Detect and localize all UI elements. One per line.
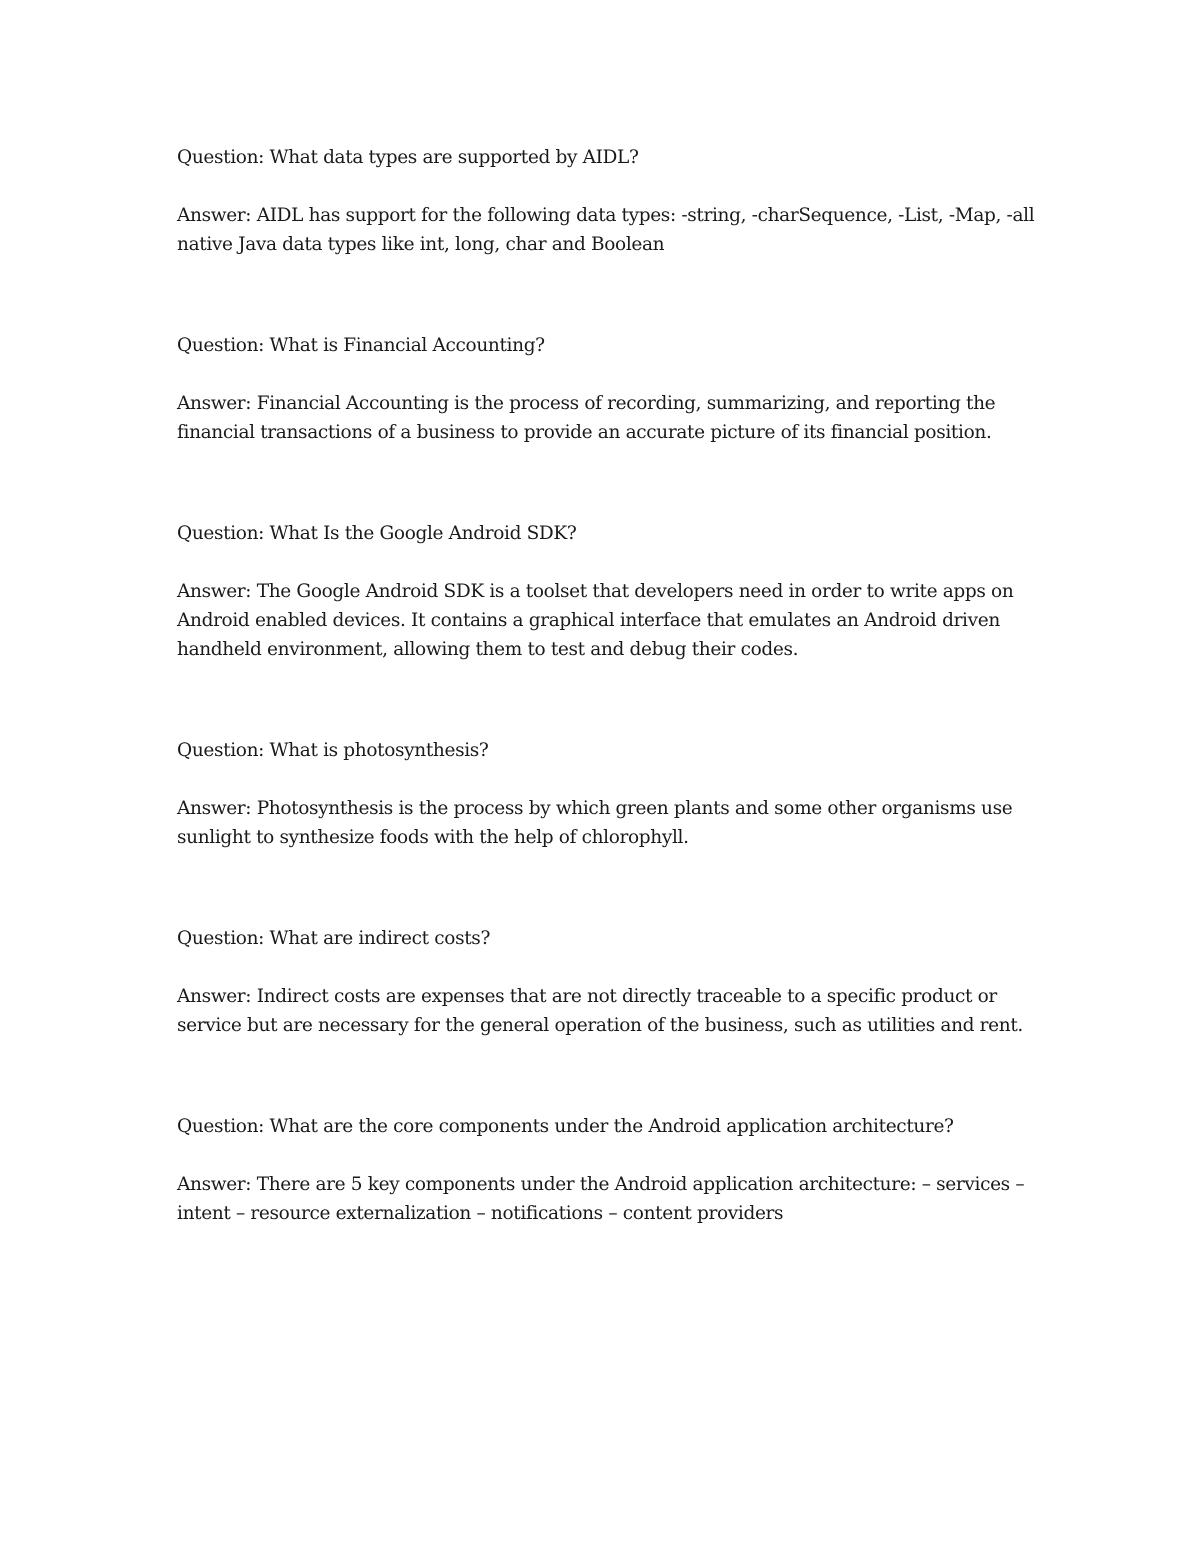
qa-item	[177, 736, 1037, 852]
qa-item	[177, 519, 1037, 664]
qa-item	[177, 924, 1037, 1040]
question-text: Question: What are the core components under the Android application architecture?	[177, 1116, 954, 1137]
qa-item	[177, 331, 1037, 447]
qa-item	[177, 143, 1037, 259]
qa-item	[177, 1112, 1037, 1228]
answer-text: Answer: There are 5 key components under the Android application architecture: – services – intent – resource externalization – notifications – content providers	[177, 1174, 1025, 1224]
question-text: Question: What is Financial Accounting?	[177, 335, 545, 356]
question-text: Question: What Is the Google Android SDK?	[177, 523, 577, 544]
answer-text: Answer: Financial Accounting is the process of recording, summarizing, and reporting the financial transactions of a business to provide an accurate picture of its financial position.	[177, 393, 996, 443]
answer-text: Answer: Photosynthesis is the process by which green plants and some other organisms use sunlight to synthesize foods with the help of chlorophyll.	[177, 798, 1013, 848]
answer-text: Answer: The Google Android SDK is a toolset that developers need in order to write apps on Android enabled devices. It contains a graphical interface that emulates an Android driven handheld environment, allowing them to test and debug their codes.	[177, 581, 1014, 660]
answer-text: Answer: AIDL has support for the following data types: -string, -charSequence, -List, -Map, -all native Java data types like int, long, char and Boolean	[177, 205, 1035, 255]
answer-text: Answer: Indirect costs are expenses that are not directly traceable to a specific product or service but are necessary for the general operation of the business, such as utilities and rent.	[177, 986, 1023, 1036]
question-text: Question: What are indirect costs?	[177, 928, 491, 949]
document-body	[177, 143, 1037, 1228]
question-text: Question: What is photosynthesis?	[177, 740, 489, 761]
question-text: Question: What data types are supported by AIDL?	[177, 147, 639, 168]
